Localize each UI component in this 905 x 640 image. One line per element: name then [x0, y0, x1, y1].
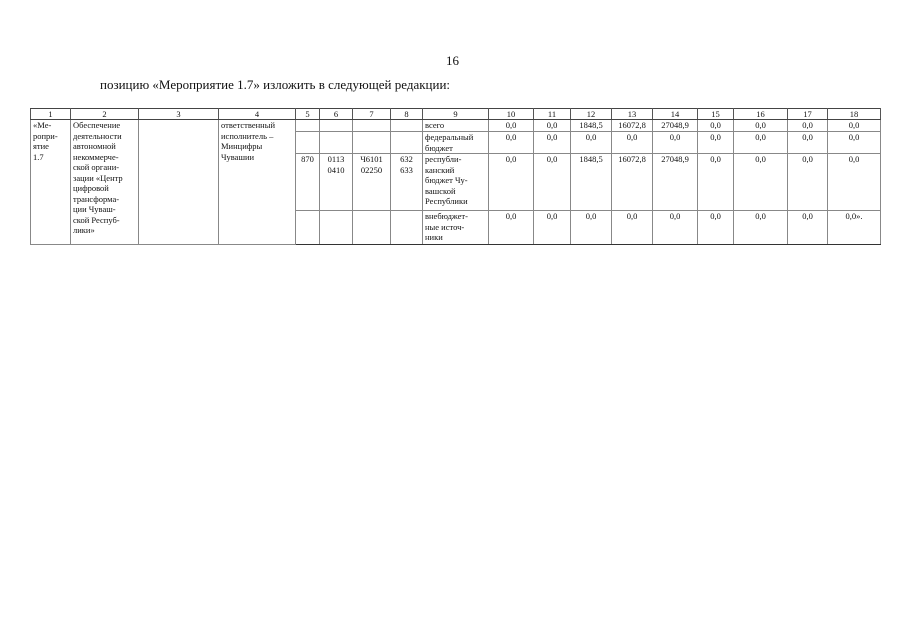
expense-type-cell — [391, 132, 423, 154]
value-cell: 0,0 — [734, 211, 788, 245]
measure-name-cell: Обеспечение деятельности автономной некоммерче- ской органи- зации «Центр цифровой трансформа- ции Чуваш- ской Респуб- лики» — [71, 120, 139, 245]
expense-type-cell — [391, 211, 423, 245]
executor-cell: ответственный исполнитель – Минцифры Чувашии — [219, 120, 296, 245]
value-cell: 0,0 — [489, 211, 534, 245]
value-cell: 0,0 — [612, 132, 653, 154]
grbs-cell — [296, 120, 320, 132]
value-cell: 0,0 — [698, 120, 734, 132]
target-article-cell — [353, 120, 391, 132]
target-article-cell: Ч6101 02250 — [353, 154, 391, 211]
value-cell: 16072,8 — [612, 154, 653, 211]
value-cell: 1848,5 — [571, 120, 612, 132]
source-cell: внебюджет- ные источ- ники — [423, 211, 489, 245]
source-cell: всего — [423, 120, 489, 132]
header-cell: 4 — [219, 109, 296, 120]
value-cell: 0,0 — [534, 120, 571, 132]
grbs-cell: 870 — [296, 154, 320, 211]
value-cell: 0,0 — [788, 120, 828, 132]
source-cell: республи- канский бюджет Чу- вашской Республики — [423, 154, 489, 211]
value-cell: 16072,8 — [612, 120, 653, 132]
header-row — [31, 109, 881, 120]
header-cell: 16 — [734, 109, 788, 120]
header-cell: 15 — [698, 109, 734, 120]
value-cell: 0,0 — [788, 154, 828, 211]
value-cell: 27048,9 — [653, 154, 698, 211]
value-cell: 0,0 — [788, 132, 828, 154]
value-cell: 0,0 — [653, 211, 698, 245]
measure-table — [30, 108, 881, 245]
value-cell: 0,0 — [489, 120, 534, 132]
value-cell: 0,0». — [828, 211, 881, 245]
section-cell — [320, 211, 353, 245]
header-cell: 5 — [296, 109, 320, 120]
value-cell: 0,0 — [653, 132, 698, 154]
intro-text: позицию «Мероприятие 1.7» изложить в следующей редакции: — [100, 77, 451, 92]
header-cell: 1 — [31, 109, 71, 120]
header-cell: 17 — [788, 109, 828, 120]
header-cell: 13 — [612, 109, 653, 120]
value-cell: 0,0 — [534, 132, 571, 154]
value-cell: 0,0 — [698, 211, 734, 245]
value-cell: 0,0 — [698, 154, 734, 211]
target-article-cell — [353, 211, 391, 245]
header-cell: 9 — [423, 109, 489, 120]
expense-type-cell: 632 633 — [391, 154, 423, 211]
value-cell: 0,0 — [534, 211, 571, 245]
value-cell: 27048,9 — [653, 120, 698, 132]
value-cell: 0,0 — [734, 132, 788, 154]
expense-type-cell — [391, 120, 423, 132]
value-cell: 0,0 — [828, 154, 881, 211]
source-cell: федеральный бюджет — [423, 132, 489, 154]
target-article-cell — [353, 132, 391, 154]
header-cell: 2 — [71, 109, 139, 120]
measure-code-cell: «Ме- ропри- ятие 1.7 — [31, 120, 71, 245]
section-cell — [320, 132, 353, 154]
value-cell: 0,0 — [788, 211, 828, 245]
page-number: 16 — [446, 53, 459, 68]
value-cell: 0,0 — [489, 132, 534, 154]
value-cell: 0,0 — [571, 211, 612, 245]
header-cell: 18 — [828, 109, 881, 120]
grbs-cell — [296, 132, 320, 154]
value-cell: 1848,5 — [571, 154, 612, 211]
value-cell: 0,0 — [489, 154, 534, 211]
header-cell: 10 — [489, 109, 534, 120]
empty-cell — [139, 120, 219, 245]
value-cell: 0,0 — [571, 132, 612, 154]
value-cell: 0,0 — [734, 120, 788, 132]
header-cell: 3 — [139, 109, 219, 120]
header-cell: 11 — [534, 109, 571, 120]
header-cell: 8 — [391, 109, 423, 120]
header-cell: 12 — [571, 109, 612, 120]
value-cell: 0,0 — [828, 132, 881, 154]
value-cell: 0,0 — [698, 132, 734, 154]
grbs-cell — [296, 211, 320, 245]
value-cell: 0,0 — [534, 154, 571, 211]
value-cell: 0,0 — [612, 211, 653, 245]
table-row — [31, 120, 881, 132]
value-cell: 0,0 — [734, 154, 788, 211]
value-cell: 0,0 — [828, 120, 881, 132]
header-cell: 6 — [320, 109, 353, 120]
section-cell: 0113 0410 — [320, 154, 353, 211]
header-cell: 7 — [353, 109, 391, 120]
header-cell: 14 — [653, 109, 698, 120]
section-cell — [320, 120, 353, 132]
